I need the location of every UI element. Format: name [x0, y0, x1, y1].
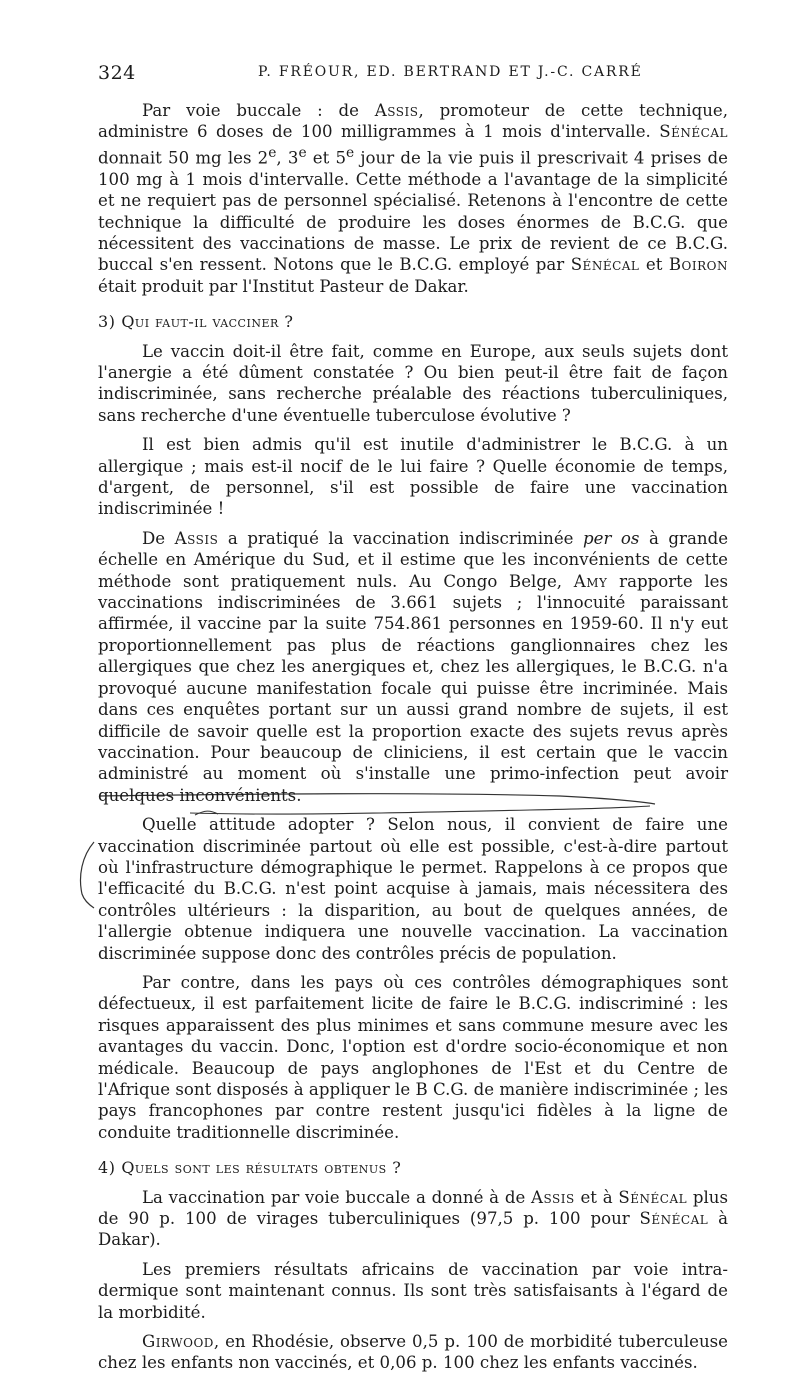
paragraph-attitude: Quelle attitude adopter ? Selon nous, il convient de faire une vaccination discriminée partout où elle est possible, c'est-à-dire partout où l'infrastructure démographique le permet. Rappelons à ce propos que l'efficacité du B.C.G. n'est point acquise à jamais, mais nécessitera des contrôles ultérieurs : la disparition, au bout de quelques années, de l'allergie obtenue indiquera une nouvelle vaccination. La vaccination discriminée suppose donc des contrôles précis de population. — [98, 815, 728, 963]
page-number: 324 — [98, 62, 136, 84]
author-name: Sénécal — [659, 122, 728, 142]
body-text — [98, 100, 728, 1374]
author-name: Assis — [374, 101, 419, 120]
author-name: Sénécal — [639, 1209, 709, 1229]
paragraph: Le vaccin doit-il être fait, comme en Europe, aux seuls sujets dont l'anergie a été dûment constatée ? Ou bien peut-il être fait de façon indiscriminée, sans recherche préalable des réactions tuberculiniques, sans recherche d'une éventuelle tuberculose évolutive ? — [98, 341, 728, 425]
author-name: Girwood — [142, 1332, 214, 1352]
paragraph-oral-route: Par voie buccale : de Assis, promoteur de cette technique, administre 6 doses de 100 milligrammes à 1 mois d'intervalle. Sénécal donnait 50 mg les 2e, 3e et 5e jour de la vie puis il prescrivait 4 prises de 100 mg à 1 mois d'intervalle. Cette méthode a l'avantage de la simplicité et ne requiert pas de personnel spécialisé. Retenons à l'encontre de cette technique la difficulté de produire les doses énormes de B.C.G. que nécessitent des vaccinations de masse. Le prix de revient de ce B.C.G. buccal s'en ressent. Notons que le B.C.G. employé par Sénécal et Boiron était produit par l'Institut Pasteur de Dakar. — [98, 101, 728, 296]
underlined-sentence: La vaccination discriminée suppose donc des contrôles précis de population. — [98, 922, 728, 963]
paragraph-de-assis: De Assis a pratiqué la vaccination indiscriminée per os à grande échelle en Amérique du Sud, et il estime que les inconvénients de cette méthode sont pratiquement nuls. Au Congo Belge, Amy rapporte les vaccinations indiscriminées de 3.661 sujets ; l'innocuité paraissant affirmée, il vaccine par la suite 754.861 personnes en 1959-60. Il n'y eut proportionnellement pas plus de réactions ganglionnaires chez les allergiques que chez les anergiques et, chez les allergiques, le B.C.G. n'a provoqué aucune manifestation focale qui puisse être incriminée. Mais dans ces enquêtes portant sur un aussi grand nombre de sujets, il est difficile de savoir quelle est la proportion exacte des sujets revus après vaccination. Pour beaucoup de cliniciens, il est certain que le vaccin administré au moment où s'installe une primo-infection peut avoir quelques inconvénients. — [98, 528, 729, 805]
author-name: Assis — [174, 528, 219, 548]
author-name: Amy — [573, 571, 608, 591]
paragraph-results-oral: La vaccination par voie buccale a donné à de Assis et à Sénécal plus de 90 p. 100 de virages tuberculiniques (97,5 p. 100 pour Sénécal à Dakar). — [98, 1187, 728, 1250]
running-head: P. FRÉOUR, ED. BERTRAND ET J.-C. CARRÉ — [258, 64, 643, 80]
author-name: Sénécal — [618, 1187, 688, 1207]
paragraph-girwood: Girwood, en Rhodésie, observe 0,5 p. 100 de morbidité tuberculeuse chez les enfants non vaccinés, et 0,06 p. 100 chez les enfants vaccinés. — [98, 1332, 728, 1373]
section-heading-3: 3) Qui faut-il vacciner ? — [98, 312, 294, 332]
author-name: Assis — [531, 1187, 575, 1207]
pen-bracket-annotation — [0, 836, 100, 916]
page-header — [98, 62, 728, 88]
paragraph: Les premiers résultats africains de vaccination par voie intra-dermique sont maintenant connus. Ils sont très satisfaisants à l'égard de la morbidité. — [98, 1259, 728, 1322]
paragraph-bracketed: Par contre, dans les pays où ces contrôles démographiques sont défectueux, il est parfaitement licite de faire le B.C.G. indiscriminé : les risques apparaissent des plus minimes et sans commune mesure avec les avantages du vaccin. Donc, l'option est d'ordre socio-économique et non médicale. Beaucoup de pays anglophones de l'Est et du Centre de l'Afrique sont disposés à appliquer le B C.G. de manière indiscriminée ; les pays francophones par contre restent jusqu'ici fidèles à la ligne de conduite traditionnelle discriminée. — [98, 972, 728, 1142]
section-heading-4: 4) Quels sont les résultats obtenus ? — [98, 1158, 402, 1178]
author-name: Sénécal — [570, 255, 640, 275]
author-name: Boiron — [668, 255, 728, 275]
paragraph: Il est bien admis qu'il est inutile d'administrer le B.C.G. à un allergique ; mais est-il nocif de le lui faire ? Quelle économie de temps, d'argent, de personnel, s'il est possible de faire une vaccination indiscriminée ! — [98, 435, 728, 519]
